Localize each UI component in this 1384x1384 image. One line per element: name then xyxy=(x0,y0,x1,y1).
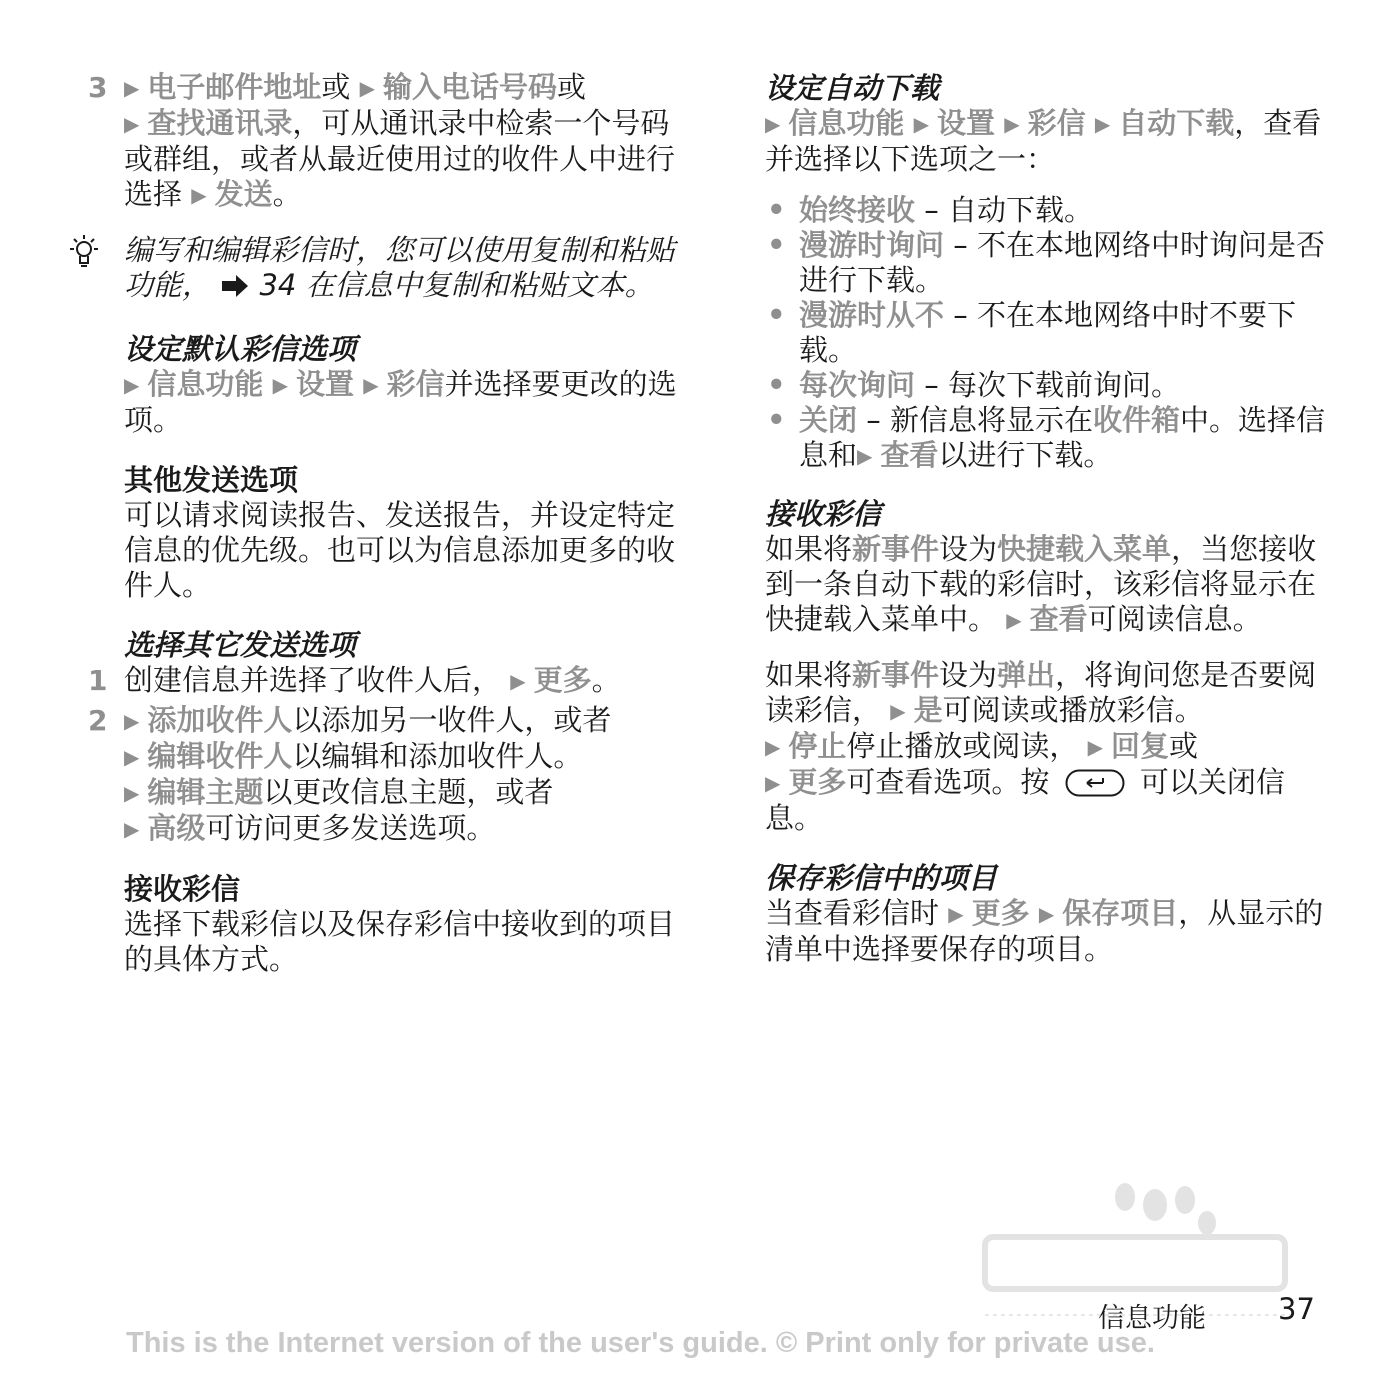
section-heading: 设定自动下载 xyxy=(765,71,940,105)
text: – 新信息将显示在 xyxy=(857,403,1093,437)
list-item xyxy=(765,228,1325,298)
section-choose-send-options xyxy=(88,627,688,847)
menu-messaging: 信息功能 xyxy=(788,106,905,140)
text: ，将询问您是否要阅读彩信， xyxy=(765,658,1317,727)
page-reference-arrow-icon xyxy=(220,274,250,298)
select-arrow-icon: ▶ xyxy=(272,373,289,397)
select-arrow-icon: ▶ xyxy=(359,76,376,100)
left-column xyxy=(88,70,688,977)
menu-new-events: 新事件 xyxy=(852,532,940,566)
text: 可阅读信息。 xyxy=(1087,602,1262,636)
menu-settings: 设置 xyxy=(296,367,355,401)
section-heading: 选择其它发送选项 xyxy=(124,628,357,662)
text: ，从显示的清单中选择要保存的项目。 xyxy=(765,896,1324,966)
text: 以添加另一收件人，或者 xyxy=(292,703,612,737)
list-item xyxy=(765,368,1325,403)
select-arrow-icon: ▶ xyxy=(124,112,140,136)
section-body xyxy=(124,367,688,438)
list-item xyxy=(765,403,1325,474)
step-2 xyxy=(88,703,688,847)
menu-option: 每次询问 xyxy=(799,368,916,402)
text: 以进行下载。 xyxy=(938,438,1113,472)
bullet-icon: • xyxy=(767,193,786,227)
section-auto-download xyxy=(765,70,1325,474)
select-arrow-icon: ▶ xyxy=(1006,608,1022,632)
section-body xyxy=(765,896,1325,967)
menu-search-contacts: 查找通讯录 xyxy=(147,106,293,140)
select-arrow-icon: ▶ xyxy=(765,735,781,759)
text: 如果将 xyxy=(765,532,853,566)
section-heading: 设定默认彩信选项 xyxy=(124,332,357,366)
disclaimer-text: This is the Internet version of the user's guide. © Print only for private use. xyxy=(126,1327,1155,1359)
tip-text: 在信息中复制和粘贴文本。 xyxy=(305,268,654,302)
text: 如果将 xyxy=(765,658,853,692)
menu-more: 更多 xyxy=(533,663,592,697)
paragraph xyxy=(765,658,1325,836)
text: 以编辑和添加收件人。 xyxy=(292,739,583,773)
tip-note xyxy=(88,233,688,303)
menu-more: 更多 xyxy=(971,896,1030,930)
select-arrow-icon: ▶ xyxy=(510,669,526,693)
text: 。 xyxy=(591,663,621,697)
menu-yes: 是 xyxy=(913,693,943,727)
text: 可以关闭信息。 xyxy=(765,765,1285,835)
text: 可访问更多发送选项。 xyxy=(205,811,496,845)
bullet-icon: • xyxy=(767,228,786,262)
menu-auto-download: 自动下载 xyxy=(1118,106,1235,140)
menu-inbox: 收件箱 xyxy=(1092,403,1180,437)
text: – 自动下载。 xyxy=(915,193,1093,227)
menu-enter-phone: 输入电话号码 xyxy=(383,70,558,104)
back-key-icon xyxy=(1065,769,1125,797)
text: 设为 xyxy=(939,658,998,692)
text: 并选择要更改的选项。 xyxy=(124,367,677,437)
text: 停止播放或阅读， xyxy=(846,729,1079,763)
section-heading: 接收彩信 xyxy=(124,872,241,906)
menu-messaging: 信息功能 xyxy=(147,367,264,401)
section-body xyxy=(765,106,1325,177)
bullet-icon: • xyxy=(767,403,786,437)
text: 可查看选项。按 xyxy=(846,765,1050,799)
text: 创建信息并选择了收件人后， xyxy=(124,663,502,697)
section-receive-mms-right xyxy=(765,496,1325,836)
section-default-options xyxy=(88,331,688,438)
menu-save-items: 保存项目 xyxy=(1062,896,1179,930)
text: ，当您接收到一条自动下载的彩信时，该彩信将显示在快捷载入菜单中。 xyxy=(765,532,1317,636)
select-arrow-icon: ▶ xyxy=(765,771,781,795)
menu-email-address: 电子邮件地址 xyxy=(147,70,322,104)
page-reference: 34 xyxy=(259,268,297,302)
section-receive-mms xyxy=(88,871,688,977)
select-arrow-icon: ▶ xyxy=(1038,902,1055,926)
text: ，查看并选择以下选项之一： xyxy=(765,106,1322,176)
menu-edit-recipients: 编辑收件人 xyxy=(147,739,293,773)
text: – 每次下载前询问。 xyxy=(915,368,1180,402)
menu-send: 发送 xyxy=(214,177,273,211)
page-number: 37 xyxy=(1278,1292,1315,1326)
menu-reply: 回复 xyxy=(1111,729,1170,763)
menu-advanced: 高级 xyxy=(147,811,206,845)
menu-option: 关闭 xyxy=(799,403,858,437)
menu-popup: 弹出 xyxy=(997,658,1056,692)
text: 当查看彩信时 xyxy=(765,896,940,930)
select-arrow-icon: ▶ xyxy=(124,76,140,100)
step-1 xyxy=(88,663,688,699)
bullet-icon: • xyxy=(767,298,786,332)
select-arrow-icon: ▶ xyxy=(191,183,207,207)
menu-edit-subject: 编辑主题 xyxy=(147,775,264,809)
lightbulb-tip-icon xyxy=(66,233,102,273)
section-heading: 接收彩信 xyxy=(765,497,882,531)
menu-view: 查看 xyxy=(880,438,939,472)
option-list xyxy=(765,193,1325,474)
menu-mms: 彩信 xyxy=(1027,106,1086,140)
select-arrow-icon: ▶ xyxy=(857,444,873,468)
select-arrow-icon: ▶ xyxy=(124,817,140,841)
text: 设为 xyxy=(939,532,998,566)
menu-new-events: 新事件 xyxy=(852,658,940,692)
menu-mms: 彩信 xyxy=(386,367,445,401)
text: 或 xyxy=(321,70,351,104)
list-item xyxy=(765,193,1325,228)
menu-option: 漫游时询问 xyxy=(799,228,945,262)
step-number: 3 xyxy=(88,71,108,104)
text: 中。选择信息和 xyxy=(799,403,1325,472)
footer-section-title: 信息功能 xyxy=(1098,1303,1206,1334)
paragraph xyxy=(765,532,1325,638)
menu-view: 查看 xyxy=(1029,602,1088,636)
select-arrow-icon: ▶ xyxy=(124,373,140,397)
right-column xyxy=(765,70,1325,967)
text: ，可从通讯录中检索一个号码或群组，或者从最近使用过的收件人中进行选择 xyxy=(124,106,676,211)
text: 。 xyxy=(272,177,302,211)
text: 以更改信息主题，或者 xyxy=(263,775,554,809)
text: 或 xyxy=(557,70,587,104)
step-number: 2 xyxy=(88,704,108,737)
text: – 不在本地网络中时不要下载。 xyxy=(799,298,1296,367)
section-heading: 保存彩信中的项目 xyxy=(765,861,998,895)
step-number: 1 xyxy=(88,664,108,697)
select-arrow-icon: ▶ xyxy=(948,902,964,926)
section-save-items xyxy=(765,860,1325,967)
text: – 不在本地网络中时询问是否进行下载。 xyxy=(799,228,1325,297)
step-3 xyxy=(88,70,688,213)
select-arrow-icon: ▶ xyxy=(1004,112,1020,136)
list-item xyxy=(765,298,1325,368)
bullet-icon: • xyxy=(767,368,786,402)
section-body: 可以请求阅读报告、发送报告，并设定特定信息的优先级。也可以为信息添加更多的收件人。 xyxy=(124,498,676,602)
menu-settings: 设置 xyxy=(937,106,996,140)
select-arrow-icon: ▶ xyxy=(913,112,930,136)
tip-text: 编写和编辑彩信时，您可以使用复制和粘贴功能， xyxy=(124,233,676,302)
section-heading: 其他发送选项 xyxy=(124,463,299,497)
text: 可阅读或播放彩信。 xyxy=(942,693,1204,727)
section-body: 选择下载彩信以及保存彩信中接收到的项目的具体方式。 xyxy=(124,907,676,976)
select-arrow-icon: ▶ xyxy=(363,373,379,397)
select-arrow-icon: ▶ xyxy=(124,709,140,733)
text: 或 xyxy=(1169,729,1199,763)
select-arrow-icon: ▶ xyxy=(765,112,781,136)
menu-activity-menu: 快捷载入菜单 xyxy=(997,532,1172,566)
section-other-send-options xyxy=(88,462,688,603)
select-arrow-icon: ▶ xyxy=(1094,112,1111,136)
select-arrow-icon: ▶ xyxy=(1087,735,1104,759)
menu-option: 始终接收 xyxy=(799,193,916,227)
menu-stop: 停止 xyxy=(788,729,847,763)
select-arrow-icon: ▶ xyxy=(124,781,140,805)
menu-more: 更多 xyxy=(788,765,847,799)
menu-add-recipient: 添加收件人 xyxy=(147,703,293,737)
select-arrow-icon: ▶ xyxy=(890,699,906,723)
menu-option: 漫游时从不 xyxy=(799,298,945,332)
select-arrow-icon: ▶ xyxy=(124,745,140,769)
